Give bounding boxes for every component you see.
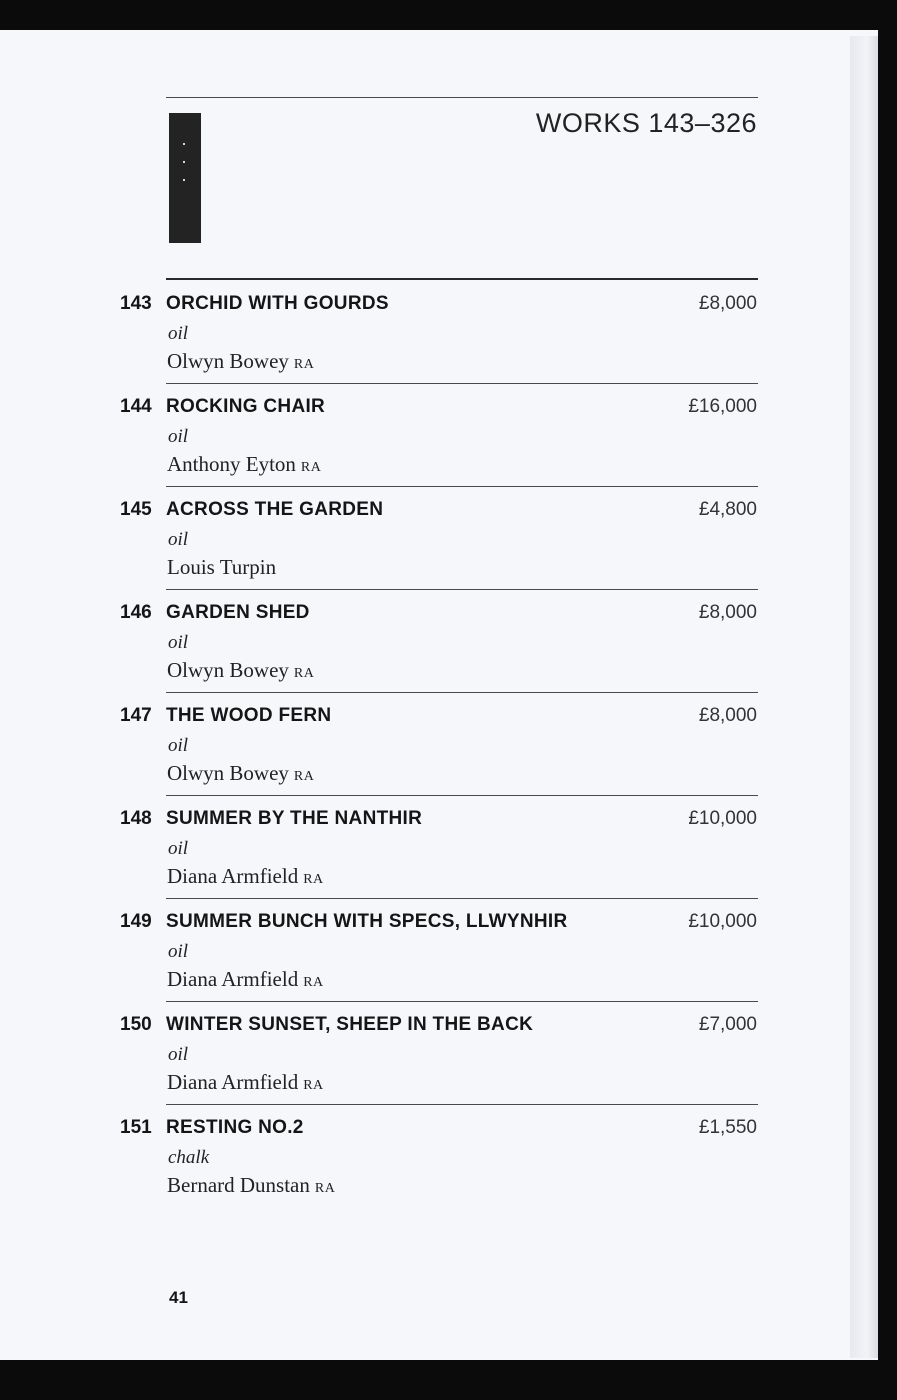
work-price: £8,000 — [698, 602, 757, 623]
artist-name: Bernard Dunstan — [167, 1173, 310, 1197]
work-number: 146 — [120, 602, 152, 623]
work-number: 150 — [120, 1014, 152, 1035]
work-medium: oil — [168, 838, 189, 859]
work-medium: oil — [168, 941, 189, 962]
work-number: 147 — [120, 705, 152, 726]
work-entry — [0, 1105, 897, 1209]
work-entry — [0, 281, 897, 385]
work-medium: oil — [168, 323, 189, 344]
artist-suffix: RA — [293, 769, 315, 784]
artist-suffix: RA — [293, 666, 315, 681]
work-artist — [167, 1173, 335, 1198]
work-title: WINTER SUNSET, SHEEP IN THE BACK — [166, 1014, 534, 1035]
work-title: RESTING NO.2 — [166, 1117, 304, 1138]
work-title: SUMMER BUNCH WITH SPECS, LLWYNHIR — [166, 911, 568, 932]
work-entry — [0, 1002, 897, 1106]
artist-name: Louis Turpin — [167, 555, 277, 579]
work-price: £4,800 — [698, 499, 757, 520]
artist-suffix: RA — [303, 872, 324, 887]
artist-suffix: RA — [314, 1181, 336, 1196]
work-artist — [167, 967, 324, 992]
work-entry — [0, 384, 897, 488]
work-number: 144 — [120, 396, 152, 417]
artist-name: Anthony Eyton — [167, 452, 296, 476]
work-medium: oil — [168, 426, 189, 447]
work-medium: oil — [168, 529, 189, 550]
artist-suffix: RA — [303, 1078, 324, 1093]
work-medium: oil — [168, 1044, 189, 1065]
work-number: 151 — [120, 1117, 152, 1138]
artist-name: Diana Armfield — [167, 967, 299, 991]
work-entry — [0, 899, 897, 1003]
section-index-tab — [169, 113, 201, 243]
work-title: ACROSS THE GARDEN — [166, 499, 384, 520]
work-price: £1,550 — [698, 1117, 757, 1138]
work-entry — [0, 796, 897, 900]
work-price: £10,000 — [688, 808, 757, 829]
work-title: SUMMER BY THE NANTHIR — [166, 808, 423, 829]
artist-name: Diana Armfield — [167, 1070, 299, 1094]
work-medium: chalk — [168, 1147, 210, 1168]
work-price: £10,000 — [688, 911, 757, 932]
artist-name: Olwyn Bowey — [167, 761, 289, 785]
work-entry — [0, 487, 897, 591]
work-title: ROCKING CHAIR — [166, 396, 326, 417]
artist-name: Olwyn Bowey — [167, 349, 289, 373]
artist-name: Diana Armfield — [167, 864, 299, 888]
artist-suffix: RA — [293, 357, 315, 372]
work-price: £7,000 — [698, 1014, 757, 1035]
header-rule — [166, 278, 758, 280]
work-artist — [167, 452, 321, 477]
work-entry — [0, 693, 897, 797]
work-number: 145 — [120, 499, 152, 520]
work-title: THE WOOD FERN — [166, 705, 332, 726]
work-medium: oil — [168, 632, 189, 653]
work-artist — [167, 761, 314, 786]
work-number: 149 — [120, 911, 152, 932]
work-entry — [0, 590, 897, 694]
work-artist — [167, 555, 281, 580]
work-title: ORCHID WITH GOURDS — [166, 293, 389, 314]
artist-name: Olwyn Bowey — [167, 658, 289, 682]
work-price: £8,000 — [698, 293, 757, 314]
work-number: 148 — [120, 808, 152, 829]
work-title: GARDEN SHED — [166, 602, 310, 623]
work-price: £16,000 — [688, 396, 757, 417]
artist-suffix: RA — [300, 460, 322, 475]
artist-suffix: RA — [303, 975, 324, 990]
page-number: 41 — [169, 1288, 188, 1307]
work-price: £8,000 — [698, 705, 757, 726]
work-medium: oil — [168, 735, 189, 756]
work-artist — [167, 1070, 324, 1095]
work-number: 143 — [120, 293, 152, 314]
top-rule — [166, 97, 758, 98]
work-artist — [167, 349, 314, 374]
work-artist — [167, 658, 314, 683]
work-artist — [167, 864, 324, 889]
section-title: WORKS 143–326 — [535, 108, 757, 138]
